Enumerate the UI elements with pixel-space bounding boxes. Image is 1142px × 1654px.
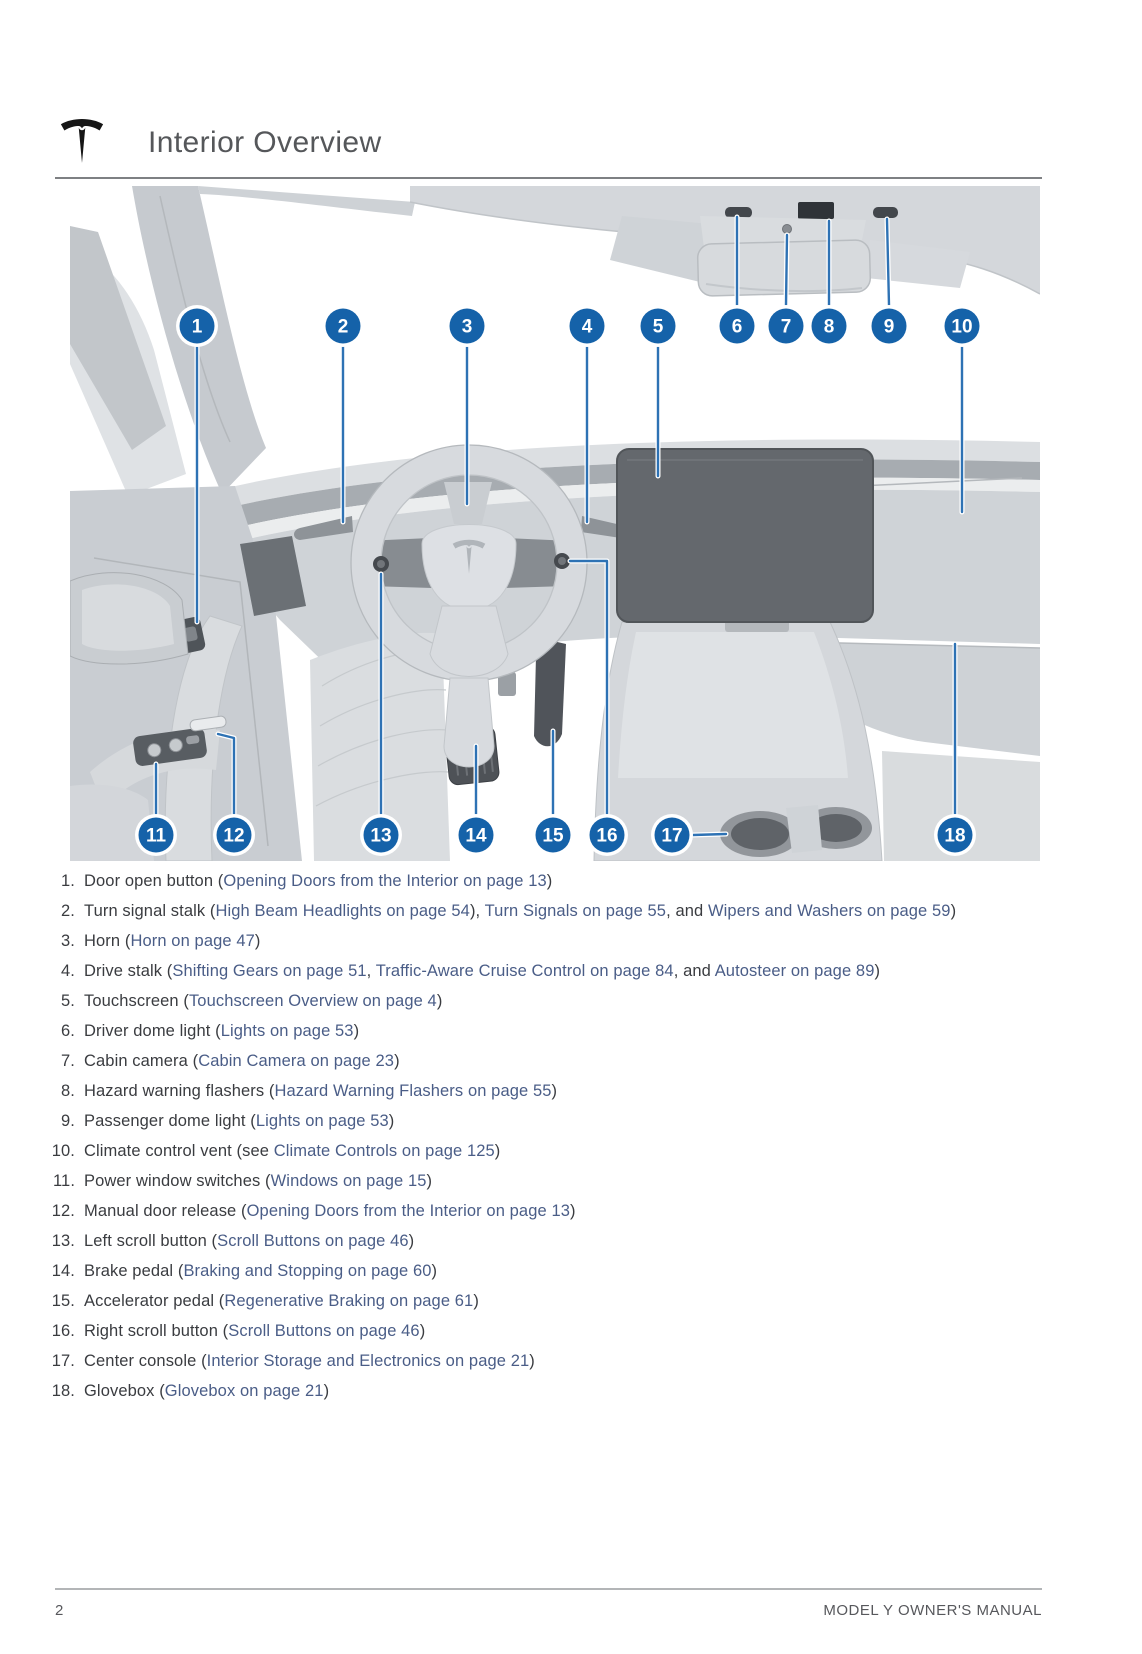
legend-link[interactable]: Lights on page 53	[220, 1022, 354, 1040]
footer-divider	[55, 1588, 1042, 1590]
interior-overview-diagram	[70, 186, 1040, 861]
legend-item-text	[84, 1076, 968, 1106]
legend-item	[48, 1226, 968, 1256]
legend-text: Cabin camera (	[84, 1052, 199, 1070]
legend-item-text	[84, 1346, 968, 1376]
legend-item	[48, 1106, 968, 1136]
legend-text: )	[473, 1292, 479, 1310]
callout-number-2: 2	[337, 316, 349, 338]
legend-link[interactable]: Lights on page 53	[255, 1112, 389, 1130]
legend-item-number: 2.	[61, 902, 75, 920]
legend-text: )	[436, 992, 443, 1010]
legend-item-text	[84, 1196, 968, 1226]
legend-link[interactable]: Scroll Buttons on page 46	[217, 1232, 409, 1250]
legend-text: )	[254, 932, 261, 950]
legend-item	[48, 896, 968, 926]
legend-link[interactable]: Glovebox on page 21	[164, 1382, 324, 1400]
legend-item-text	[84, 1136, 968, 1166]
legend-link[interactable]: Opening Doors from the Interior on page 13	[246, 1202, 570, 1220]
legend-item-number: 14.	[51, 1262, 75, 1280]
legend-item-number: 3.	[61, 932, 75, 950]
legend-link[interactable]: Regenerative Braking on page 61	[224, 1292, 474, 1310]
callout-number-9: 9	[883, 316, 895, 338]
legend-text: Driver dome light (	[84, 1022, 221, 1040]
leader-line-17	[693, 834, 726, 835]
callout-number-6: 6	[731, 316, 743, 338]
legend-item-number: 9.	[61, 1112, 75, 1130]
legend-text: Glovebox (	[84, 1382, 165, 1400]
callout-number-13: 13	[370, 825, 392, 847]
legend-text: )	[419, 1322, 426, 1340]
legend-item-text	[84, 1016, 968, 1046]
legend-text: )	[394, 1052, 400, 1070]
legend-item	[48, 1076, 968, 1106]
legend-item-number: 13.	[51, 1232, 75, 1250]
legend-item-text	[84, 1256, 968, 1286]
legend-item-number: 7.	[61, 1052, 75, 1070]
legend-item-text	[84, 956, 968, 986]
legend-text: )	[408, 1232, 415, 1250]
callout-number-17: 17	[661, 825, 683, 847]
legend-link[interactable]: Autosteer on page 89	[714, 962, 875, 980]
legend-link[interactable]: Turn Signals on page 55	[484, 902, 667, 920]
legend-text: Left scroll button (	[84, 1232, 218, 1250]
legend-item-text	[84, 1046, 968, 1076]
legend-item	[48, 1016, 968, 1046]
callout-number-4: 4	[581, 316, 593, 338]
legend-item-number: 16.	[51, 1322, 75, 1340]
legend-item	[48, 1256, 968, 1286]
legend-text: Right scroll button (	[84, 1322, 229, 1340]
legend-link[interactable]: Shifting Gears on page 51	[172, 962, 367, 980]
cabin-camera-illustration	[783, 225, 792, 234]
legend-link[interactable]: Braking and Stopping on page 60	[183, 1262, 432, 1280]
legend-text: Drive stalk (	[84, 962, 173, 980]
callout-number-5: 5	[652, 316, 664, 338]
legend-link[interactable]: Hazard Warning Flashers on page 55	[274, 1082, 552, 1100]
legend-item-text	[84, 1166, 968, 1196]
legend-item	[48, 1196, 968, 1226]
legend-text: )	[426, 1172, 433, 1190]
tesla-logo-icon	[60, 116, 104, 166]
legend-text: , and	[666, 902, 708, 920]
legend-link[interactable]: Wipers and Washers on page 59	[707, 902, 951, 920]
callout-number-8: 8	[823, 316, 835, 338]
callout-number-11: 11	[145, 825, 167, 847]
legend-item-text	[84, 1316, 968, 1346]
legend-item-text	[84, 926, 968, 956]
callout-number-16: 16	[596, 825, 618, 847]
legend-text: )	[950, 902, 957, 920]
legend-text: Center console (	[84, 1352, 207, 1370]
legend-text: Manual door release (	[84, 1202, 247, 1220]
footer-manual-name: MODEL Y OWNER'S MANUAL	[823, 1602, 1042, 1619]
legend-item-number: 4.	[61, 962, 75, 980]
legend-text: Hazard warning flashers (	[84, 1082, 275, 1100]
callout-number-12: 12	[223, 825, 245, 847]
touchscreen-illustration	[617, 449, 873, 632]
legend-link[interactable]: Touchscreen Overview on page 4	[188, 992, 437, 1010]
legend-item-number: 15.	[51, 1292, 75, 1310]
legend-link[interactable]: Climate Controls on page 125	[273, 1142, 495, 1160]
legend-list	[48, 866, 968, 1406]
legend-item	[48, 1136, 968, 1166]
legend-text: )	[874, 962, 881, 980]
legend-item	[48, 1046, 968, 1076]
legend-text: )	[551, 1082, 558, 1100]
legend-item-number: 5.	[61, 992, 75, 1010]
callout-number-15: 15	[542, 825, 564, 847]
legend-item	[48, 956, 968, 986]
legend-text: Turn signal stalk (	[84, 902, 216, 920]
legend-item-text	[84, 866, 968, 896]
callout-number-1: 1	[191, 316, 203, 338]
legend-text: )	[570, 1202, 576, 1220]
leader-line-7	[786, 235, 787, 305]
hazard-switch-illustration	[798, 202, 834, 219]
legend-link[interactable]: Scroll Buttons on page 46	[228, 1322, 420, 1340]
legend-item	[48, 926, 968, 956]
legend-text: )	[529, 1352, 535, 1370]
legend-item	[48, 1286, 968, 1316]
legend-link[interactable]: Horn on page 47	[130, 932, 255, 950]
legend-item-number: 10.	[51, 1142, 75, 1160]
legend-link[interactable]: Interior Storage and Electronics on page 21	[206, 1352, 530, 1370]
legend-link[interactable]: High Beam Headlights on page 54	[215, 902, 470, 920]
legend-item-text	[84, 1376, 968, 1406]
legend-item-number: 11.	[52, 1172, 75, 1190]
legend-item-text	[84, 1226, 968, 1256]
legend-item-number: 6.	[61, 1022, 75, 1040]
legend-text: Accelerator pedal (	[84, 1292, 225, 1310]
legend-item-number: 8.	[61, 1082, 75, 1100]
legend-item-text	[84, 1106, 968, 1136]
legend-text: Horn (	[84, 932, 131, 950]
legend-text: Climate control vent (see	[84, 1142, 274, 1160]
legend-link[interactable]: Cabin Camera on page 23	[198, 1052, 395, 1070]
legend-item-text	[84, 986, 968, 1016]
legend-text: )	[323, 1382, 330, 1400]
callout-number-14: 14	[465, 825, 487, 847]
callout-number-10: 10	[951, 316, 973, 338]
legend-text: )	[431, 1262, 438, 1280]
legend-text: Brake pedal (	[84, 1262, 184, 1280]
footer-page-number: 2	[55, 1602, 64, 1619]
callout-number-7: 7	[780, 316, 792, 338]
legend-item	[48, 866, 968, 896]
legend-item	[48, 986, 968, 1016]
page-title: Interior Overview	[148, 126, 382, 159]
passenger-dome-light-illustration	[873, 207, 898, 218]
legend-item-text	[84, 896, 968, 926]
legend-text: ,	[366, 962, 376, 980]
legend-link[interactable]: Windows on page 15	[270, 1172, 427, 1190]
callout-15	[532, 731, 574, 856]
callout-number-3: 3	[461, 316, 473, 338]
legend-text: ),	[469, 902, 485, 920]
legend-text: Touchscreen (	[84, 992, 189, 1010]
legend-item-number: 17.	[51, 1352, 75, 1370]
legend-item	[48, 1346, 968, 1376]
callout-number-18: 18	[944, 825, 966, 847]
legend-text: Passenger dome light (	[84, 1112, 256, 1130]
legend-item-number: 18.	[51, 1382, 75, 1400]
legend-item-number: 1.	[61, 872, 75, 890]
legend-text: )	[546, 872, 553, 890]
header-divider	[55, 177, 1042, 179]
legend-text: Power window switches (	[84, 1172, 271, 1190]
legend-text: )	[494, 1142, 501, 1160]
legend-text: , and	[673, 962, 715, 980]
legend-item-text	[84, 1286, 968, 1316]
legend-item	[48, 1376, 968, 1406]
legend-item-number: 12.	[51, 1202, 75, 1220]
legend-item	[48, 1166, 968, 1196]
legend-text: )	[353, 1022, 360, 1040]
legend-text: )	[388, 1112, 395, 1130]
legend-link[interactable]: Traffic-Aware Cruise Control on page 84	[375, 962, 674, 980]
legend-text: Door open button (	[84, 872, 224, 890]
legend-link[interactable]: Opening Doors from the Interior on page 13	[223, 872, 547, 890]
legend-item	[48, 1316, 968, 1346]
